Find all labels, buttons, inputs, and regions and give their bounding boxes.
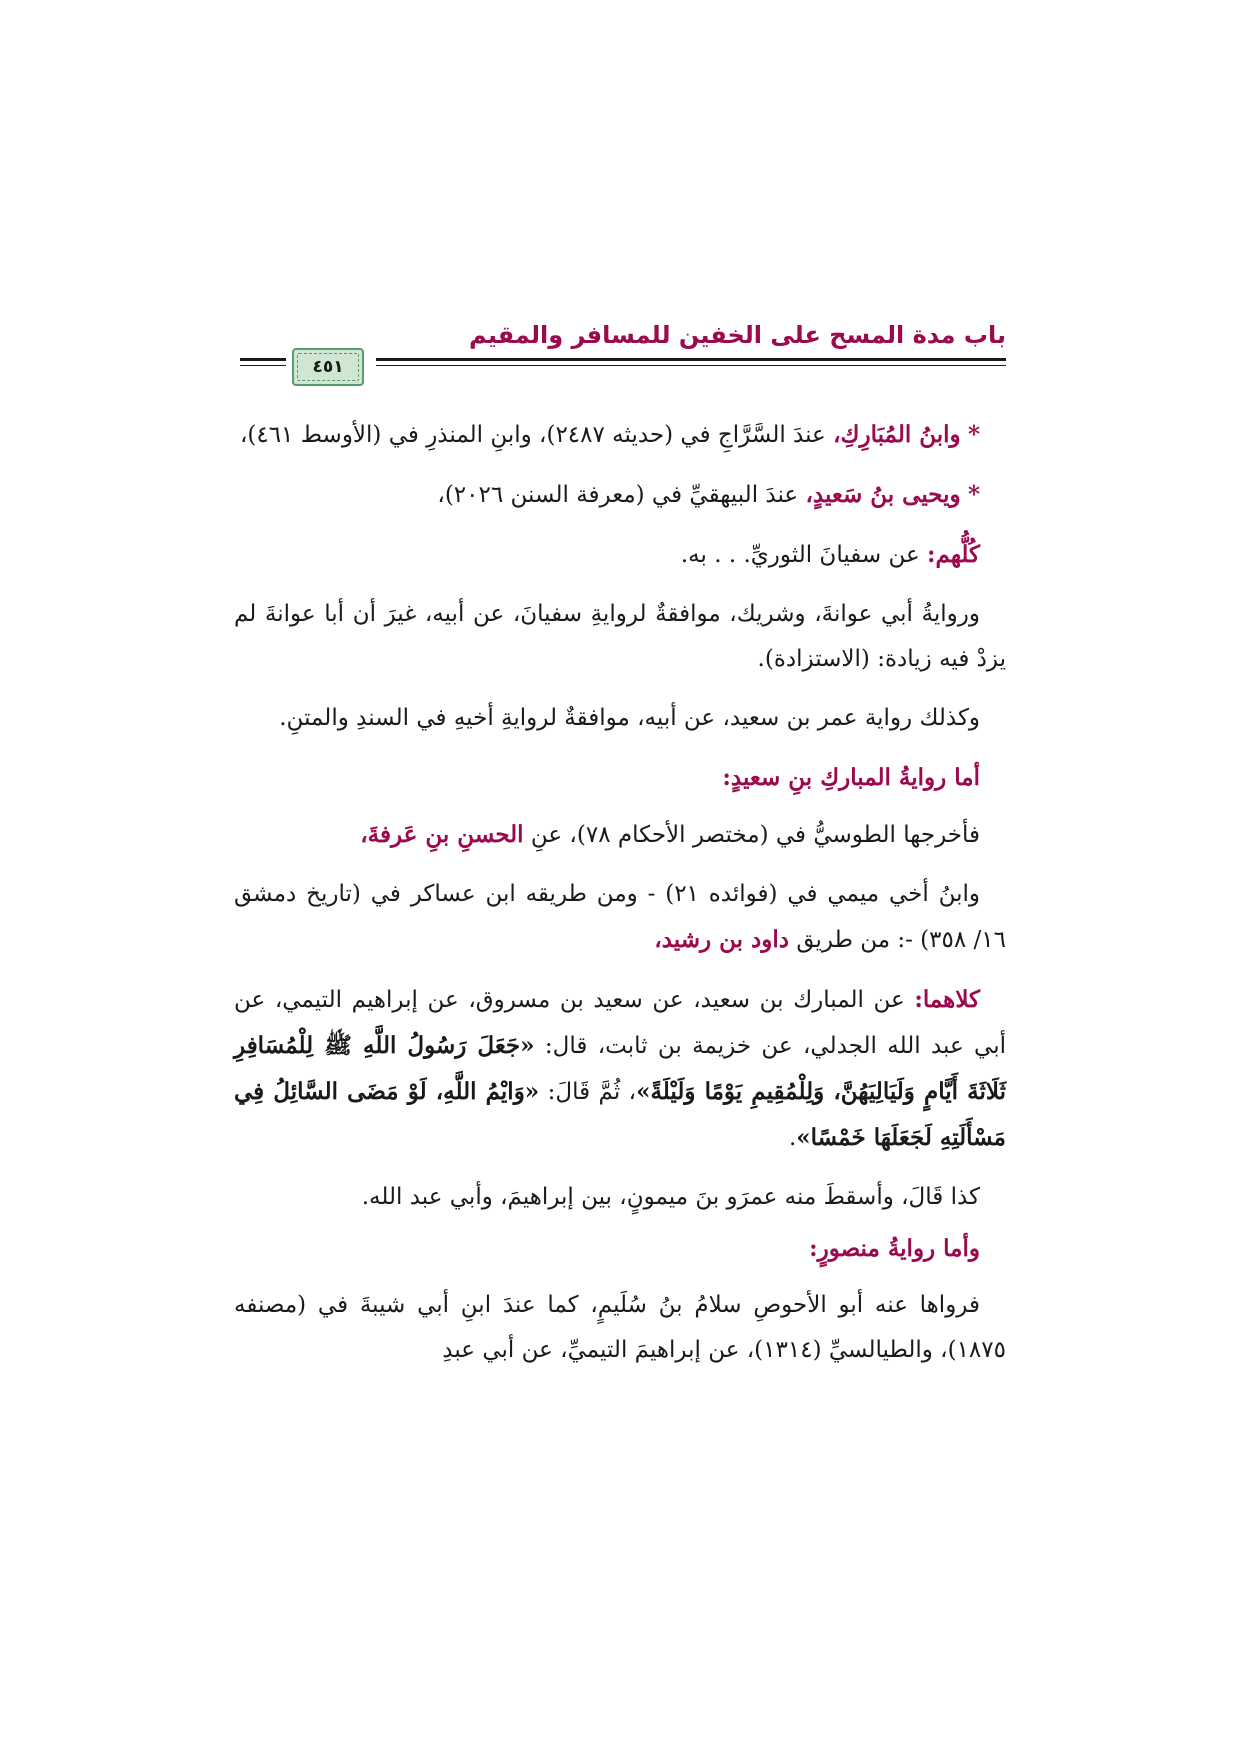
paragraph-text: فرواها عنه أبو الأحوصِ سلامُ بنُ سُلَيمٍ، كما عندَ ابنِ أبي شيبةَ في (مصنفه ١٨٧٥)، والطيالسيِّ (١٣١٤)، عن إبراهيمَ التيميِّ، عن أبي عبدِ <box>234 1292 1006 1363</box>
page-body <box>234 412 1006 1387</box>
paragraph-text: وكذلك رواية عمر بن سعيد، عن أبيه، موافقةٌ لروايةِ أخيهِ في السندِ والمتنِ. <box>279 705 980 731</box>
page-header <box>240 318 1006 388</box>
summary-label: كُلُّهم: <box>927 541 980 568</box>
summary-label: كلاهما: <box>914 986 980 1013</box>
bullet-mark: * <box>967 481 980 508</box>
header-rule-right-thick <box>376 358 1006 361</box>
narrator-name: الحسنِ بنِ عَرفةَ، <box>360 821 524 848</box>
narrator-name: داود بن رشيد، <box>654 926 789 953</box>
header-rule-right-thin <box>376 365 1006 366</box>
paragraph-ibn-akhi-mimi <box>234 872 1006 963</box>
page-number: ٤٥١ <box>312 357 344 377</box>
header-rule-left-thin <box>240 365 286 366</box>
paragraph-kadha-qala <box>234 1175 1006 1220</box>
page-number-badge <box>292 348 364 386</box>
hadith-quote: «وَايْمُ اللَّهِ، لَوْ مَضَى السَّائِلُ فِي مَسْأَلَتِهِ لَجَعَلَهَا خَمْسًا» <box>234 1078 1006 1151</box>
paragraph-text: عن المبارك بن سعيد، عن سعيد بن مسروق، عن إبراهيم التيمي، عن أبي عبد الله الجدلي، عن خزيمة بن ثابت، قال: <box>234 987 1007 1059</box>
section-heading-mubarak: أما روايةُ المباركِ بنِ سعيدٍ: <box>722 764 980 791</box>
paragraph-text: . <box>788 1125 797 1151</box>
paragraph-umar-bin-said <box>234 696 1006 741</box>
paragraph-text: عن سفيانَ الثوريِّ. . . به. <box>680 542 920 568</box>
paragraph-tusi <box>234 812 1006 858</box>
paragraph-kulluhum <box>234 532 1006 578</box>
paragraph-text: كذا قَالَ، وأسقطَ منه عمرَو بنَ ميمونٍ، بين إبراهيمَ، وأبي عبد الله. <box>361 1184 980 1210</box>
paragraph-text: فأخرجها الطوسيُّ في (مختصر الأحكام ٧٨)، عنِ <box>530 822 980 848</box>
paragraph-abu-al-ahwas <box>234 1283 1006 1373</box>
paragraph-kilahuma <box>234 977 1006 1161</box>
header-rule-left-thick <box>240 358 286 361</box>
narrator-name: ويحيى بنُ سَعيدٍ، <box>805 481 961 508</box>
paragraph-abu-awana <box>234 592 1006 682</box>
bullet-mark: * <box>967 421 980 448</box>
paragraph-text: وابنُ أخي ميمي في (فوائده ٢١) - ومن طريقه ابن عساكر في (تاريخ دمشق ١٦/ ٣٥٨) -: من طريق <box>234 881 1006 953</box>
narrator-name: وابنُ المُبَارِكِ، <box>833 421 961 448</box>
paragraph-yahya <box>234 472 1006 518</box>
paragraph-ibn-mubarak <box>234 412 1006 458</box>
hadith-quote: «جَعَلَ رَسُولُ اللَّهِ ﷺ لِلْمُسَافِرِ ثَلَاثَةَ أَيَّامٍ وَلَيَالِيَهُنَّ، وَلِلْمُقِيمِ يَوْمًا وَلَيْلَةً» <box>234 1032 1007 1105</box>
paragraph-text: عندَ السَّرَّاجِ في (حديثه ٢٤٨٧)، وابنِ المنذرِ في (الأوسط ٤٦١)، <box>239 422 826 448</box>
paragraph-text: عندَ البيهقيِّ في (معرفة السنن ٢٠٢٦)، <box>437 482 799 508</box>
paragraph-text: ، ثُمَّ قَالَ: <box>547 1079 637 1105</box>
paragraph-text: وروايةُ أبي عوانةَ، وشريك، موافقةٌ لروايةِ سفيانَ، عن أبيه، غيرَ أن أبا عوانةَ لم يزدْ فيه زيادة: (الاستزادة). <box>234 601 1006 672</box>
chapter-title: باب مدة المسح على الخفين للمسافر والمقيم <box>469 321 1006 349</box>
section-heading-mansur: وأما روايةُ منصورٍ: <box>809 1235 980 1262</box>
